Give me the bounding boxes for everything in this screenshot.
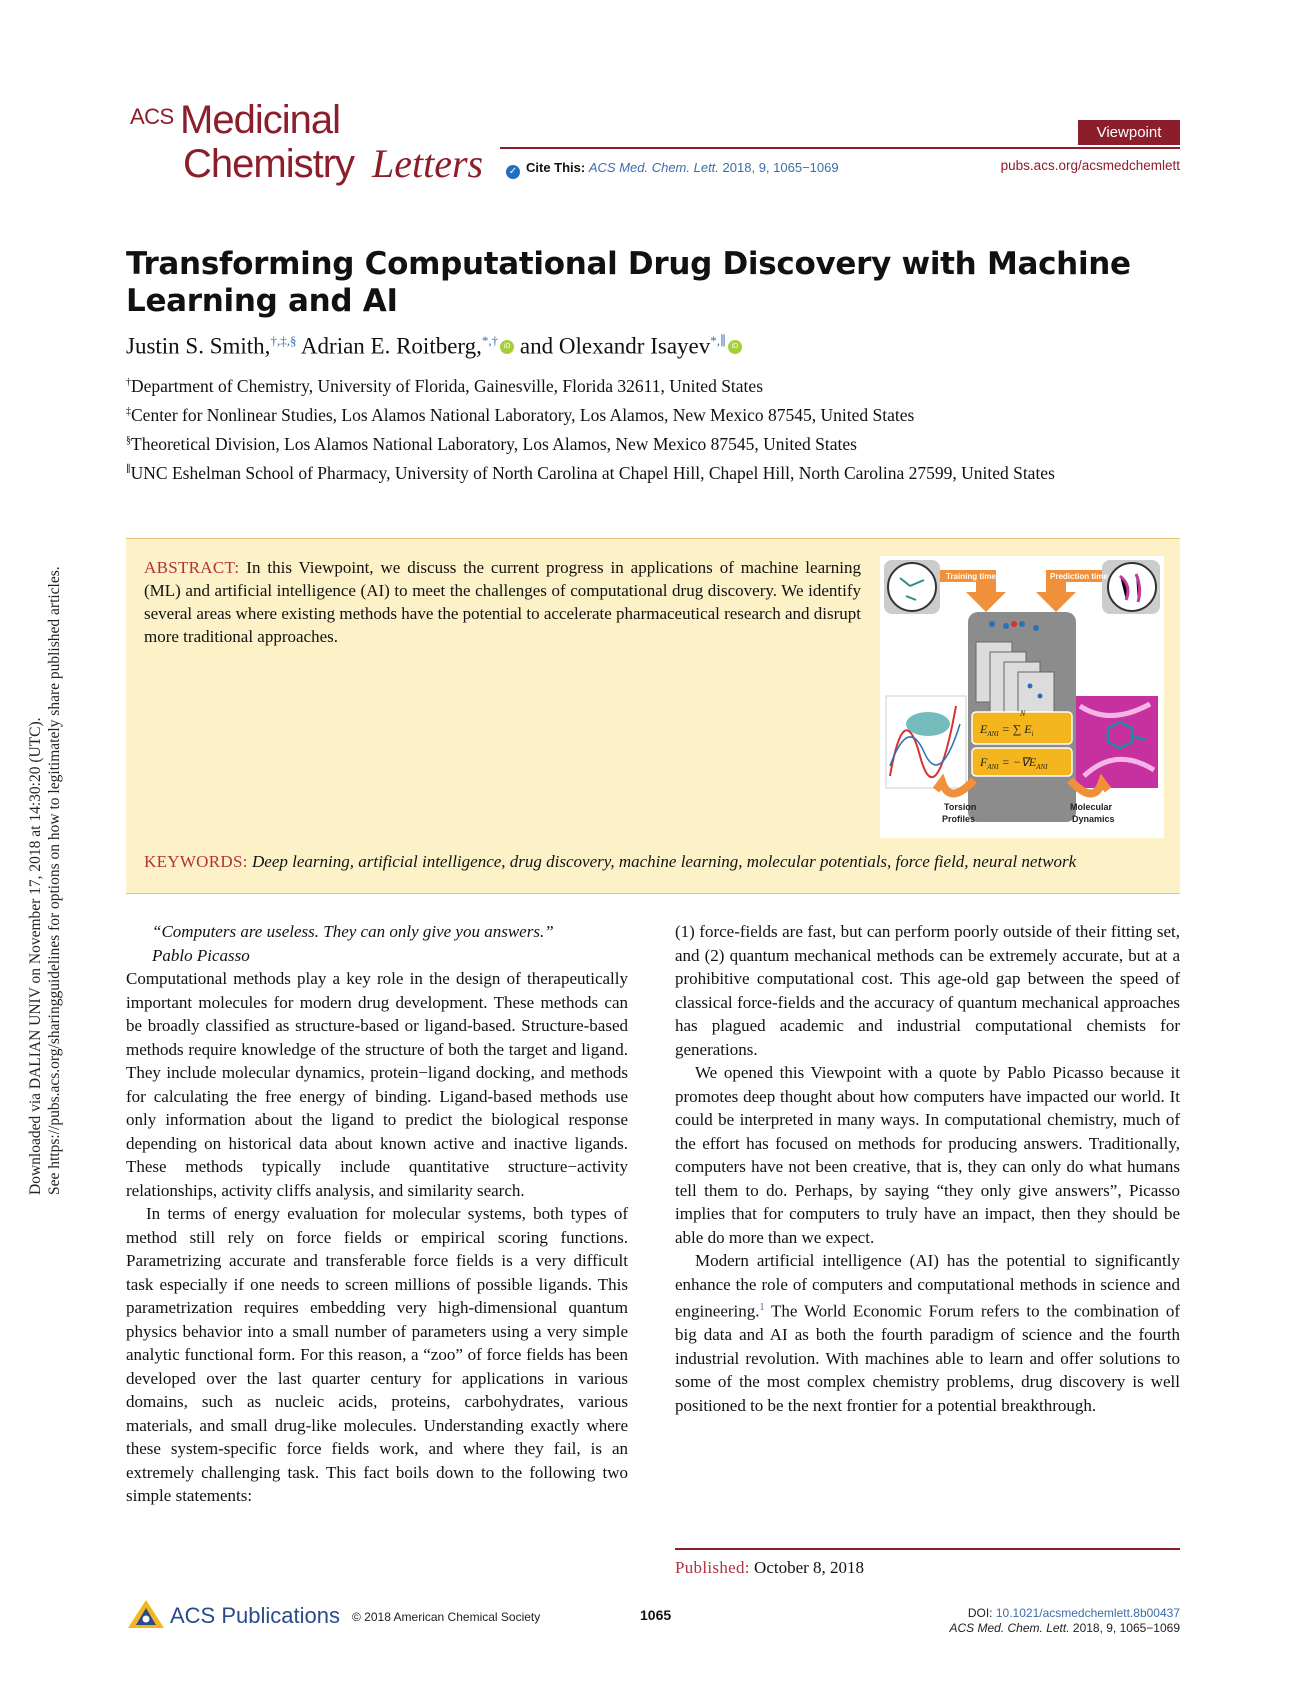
published-label: Published: [675, 1558, 750, 1577]
profiles-label: Profiles [942, 814, 976, 824]
affiliation-text: Theoretical Division, Los Alamos National Laboratory, Los Alamos, New Mexico 87545, United States [131, 433, 857, 454]
cite-this-line[interactable] [506, 160, 839, 179]
training-time-label: Training time [946, 572, 996, 581]
affiliation-4 [126, 458, 1186, 485]
affiliation-text: Department of Chemistry, University of Florida, Gainesville, Florida 32611, United States [131, 375, 763, 396]
published-value: October 8, 2018 [754, 1558, 865, 1577]
download-stamp-line2: See https://pubs.acs.org/sharingguidelines for options on how to legitimately share published articles. [46, 566, 63, 1195]
affiliation-mark: ∥ [126, 464, 131, 475]
reference-link[interactable]: 1 [759, 1302, 765, 1313]
doi-label: DOI: [967, 1606, 993, 1620]
affiliation-mark: ‡ [126, 406, 131, 417]
cite-details[interactable]: 2018, 9, 1065−1069 [722, 160, 839, 175]
affiliation-mark: § [126, 435, 131, 446]
affiliation-text: UNC Eshelman School of Pharmacy, University of North Carolina at Chapel Hill, Chapel Hill, North Carolina 27599, United States [130, 462, 1055, 483]
journal-abbrev: ACS Med. Chem. Lett. [949, 1621, 1070, 1635]
journal-logo-medicinal: Medicinal [180, 98, 340, 142]
orcid-icon[interactable]: iD [500, 340, 514, 354]
affiliation-marks: *,∥ [710, 333, 727, 348]
download-stamp-line1: Downloaded via DALIAN UNIV on November 17, 2018 at 14:30:20 (UTC). [27, 717, 44, 1195]
paragraph: We opened this Viewpoint with a quote by Pablo Picasso because it promotes deep thought about how computers have impacted our world. It could be interpreted in many ways. In computational chemistry, much of the effort has focused on methods for producing answers. Traditionally, computers have not been creative, that is, they can only do what humans tell them to do. Perhaps, by saying “they only give answers”, Picasso implies that for computers to truly have an impact, then they should be able do more than we expect. [675, 1063, 1180, 1247]
paragraph: In terms of energy evaluation for molecular systems, both types of method still rely on force fields or empirical scoring functions. Parametrizing accurate and transferable force fields is a very difficult task especially if one needs to screen millions of possible ligands. This parametrization requires embedding very high-dimensional quantum physics behavior into a small number of parameters using a very simple analytic functional form. For this reason, a “zoo” of force fields has been developed over the last quarter century for applications in various domains, such as nucleic acids, proteins, carbohydrates, various materials, and small drug-like molecules. Understanding exactly where these system-specific force fields work, and where they fail, is an extremely challenging task. This fact boils down to the following two simple statements: [126, 1204, 628, 1505]
publisher-name[interactable]: ACS Publications [170, 1603, 340, 1628]
published-date [675, 1558, 864, 1578]
epigraph [152, 920, 628, 967]
author-name[interactable]: Olexandr Isayev [558, 333, 711, 359]
affiliation-marks: *,† [481, 333, 499, 348]
journal-logo-letters: Letters [372, 141, 484, 186]
check-icon: ✓ [506, 165, 520, 179]
page-number: 1065 [640, 1607, 672, 1623]
energy-equation-top: N [1020, 709, 1026, 718]
paragraph-text: Modern artificial intelligence (AI) has the potential to significantly enhance the role of computers and computational methods in science and engineering. [675, 1251, 1180, 1321]
journal-url-link[interactable]: pubs.acs.org/acsmedchemlett [1000, 158, 1180, 173]
affiliation-marks: †,‡,§ [270, 333, 297, 348]
affiliation-2 [126, 400, 914, 427]
epigraph-quote: “Computers are useless. They can only give you answers.” [152, 922, 554, 941]
author-name[interactable]: Justin S. Smith, [126, 333, 271, 359]
acs-publications-logo-icon [126, 1598, 166, 1636]
affiliation-3 [126, 429, 857, 456]
cite-journal[interactable]: ACS Med. Chem. Lett. [588, 160, 719, 175]
author-name[interactable]: Adrian E. Roitberg, [300, 333, 482, 359]
orcid-icon[interactable]: iD [728, 340, 742, 354]
keywords-text: Deep learning, artificial intelligence, drug discovery, machine learning, molecular potentials, force field, neural network [252, 852, 1077, 871]
journal-logo-chemistry: Chemistry [183, 142, 355, 186]
journal-logo-acs: ACS [130, 104, 174, 129]
keywords [144, 850, 1174, 873]
published-rule [675, 1548, 1180, 1550]
energy-equation: $E_{ANI}$ = ∑ $E_i$ [980, 722, 1034, 738]
affiliation-text: Center for Nonlinear Studies, Los Alamos National Laboratory, Los Alamos, New Mexico 87545, United States [131, 404, 915, 425]
toc-graphic [880, 556, 1164, 838]
paragraph: (1) force-fields are fast, but can perform poorly outside of their fitting set, and (2) quantum mechanical methods can be extremely accurate, but at a prohibitive computational cost. This age-old gap between the speed of classical force-fields and the accuracy of quantum mechanical approaches has plagued academic and industrial computational chemists for generations. [675, 922, 1180, 1059]
affiliation-1 [126, 371, 763, 398]
molecular-label: Molecular [1070, 802, 1113, 812]
prediction-time-label: Prediction time [1050, 572, 1108, 581]
author-list [126, 333, 742, 360]
article-type-badge: Viewpoint [1078, 120, 1180, 145]
dynamics-label: Dynamics [1072, 814, 1115, 824]
epigraph-author: Pablo Picasso [152, 945, 250, 965]
body-left-column [126, 920, 628, 1508]
paragraph-text: The World Economic Forum refers to the combination of big data and AI as both the fourth paradigm of science and the fourth industrial revolution. With machines able to learn and offer solutions to some of the most complex chemistry problems, drug discovery is well positioned to be the next frontier for a potential breakthrough. [675, 1301, 1180, 1415]
journal-details: 2018, 9, 1065−1069 [1072, 1621, 1180, 1635]
abstract-label: ABSTRACT: [144, 558, 240, 577]
download-stamp [26, 566, 64, 1195]
article-title: Transforming Computational Drug Discovery with Machine Learning and AI [126, 246, 1131, 319]
affiliation-mark: † [126, 377, 131, 388]
cite-label: Cite This: [526, 160, 586, 175]
body-right-column [675, 920, 1180, 1417]
author-joiner: and [519, 333, 554, 359]
header-rule [500, 147, 1180, 149]
force-equation: $F_{ANI} = -\nabla E_{ANI}$ [980, 755, 1048, 771]
paragraph: Computational methods play a key role in the design of therapeutically important molecules for modern drug development. These methods can be broadly classified as structure-based or ligand-based. Structure-based methods require knowledge of the structure of both the target and ligand. They include molecular dynamics, protein−ligand docking, and methods for calculating the free energy of binding. Ligand-based methods use only information about the ligand to predict the biological response depending on historical data about known active and inactive ligands. These methods typically include quantitative structure−activity relationships, activity cliffs analysis, and similarity search. [126, 969, 628, 1200]
abstract-text: In this Viewpoint, we discuss the current progress in applications of machine learning (ML) and artificial intelligence (AI) to meet the challenges of computational drug discovery. We identify several areas where existing methods have the potential to accelerate pharmaceutical research and disrupt more traditional approaches. [144, 558, 861, 646]
keywords-label: KEYWORDS: [144, 852, 248, 871]
doi-block [950, 1606, 1181, 1636]
torsion-label: Torsion [944, 802, 977, 812]
doi-link[interactable]: 10.1021/acsmedchemlett.8b00437 [995, 1606, 1180, 1620]
copyright: © 2018 American Chemical Society [352, 1610, 541, 1624]
paragraph [675, 1249, 1180, 1417]
abstract [144, 556, 861, 648]
